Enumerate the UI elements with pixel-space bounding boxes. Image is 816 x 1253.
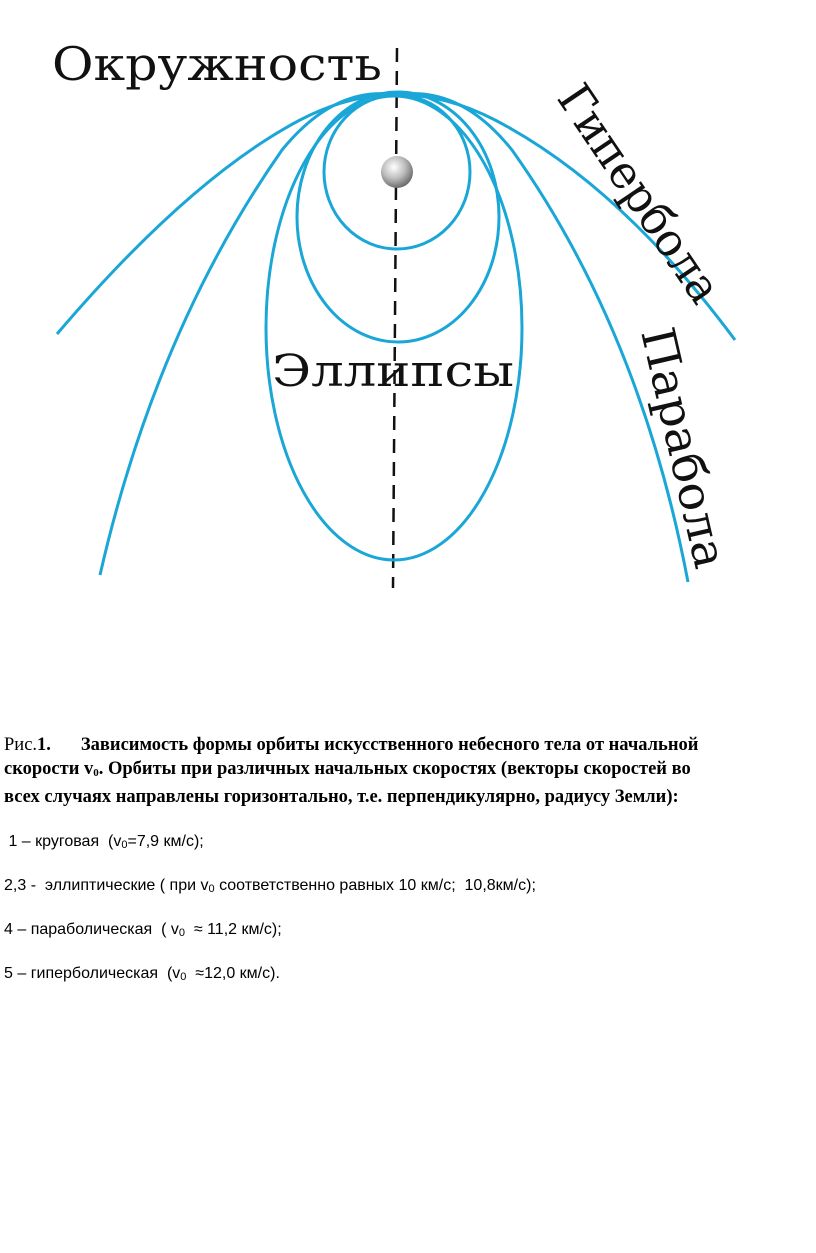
label-circle: Окружность <box>52 37 382 91</box>
figure-caption <box>4 733 804 809</box>
caption-text-2b: . Орбиты при различных начальных скоростях (векторы скоростей во <box>98 759 691 779</box>
list-item: 2,3 - эллиптические ( при $v_0$ соответственно равных 10 км/с; 10,8км/с); <box>4 877 536 895</box>
caption-text-3: всех случаях направлены горизонтально, т.е. перпендикулярно, радиусу Земли): <box>4 787 679 807</box>
list-item: 4 – параболическая ( $v_0 \approx 11,2$ км/с); <box>4 921 282 939</box>
label-hyperbola: Гипербола <box>546 73 738 321</box>
caption-line-1 <box>4 733 804 757</box>
list-item: 5 – гиперболическая ($v_0 \approx 12,0$ км/с). <box>4 965 280 983</box>
caption-line-3 <box>4 785 804 809</box>
earth-planet <box>381 156 413 188</box>
caption-text-2-sub: 0 <box>93 767 99 779</box>
label-parabola: Парабола <box>630 322 737 565</box>
caption-text-2a: скорости v <box>4 759 94 779</box>
dashed-axis <box>393 48 397 588</box>
caption-fig-prefix: Рис. <box>4 735 38 755</box>
caption-line-2 <box>4 757 804 785</box>
caption-fig-number: 1. <box>37 735 51 755</box>
caption-text-1: Зависимость формы орбиты искусственного небесного тела от начальной <box>80 735 699 755</box>
list-item: 1 – круговая ($v_0=7,9$ км/с); <box>4 833 204 851</box>
label-ellipses: Эллипсы <box>272 346 514 397</box>
